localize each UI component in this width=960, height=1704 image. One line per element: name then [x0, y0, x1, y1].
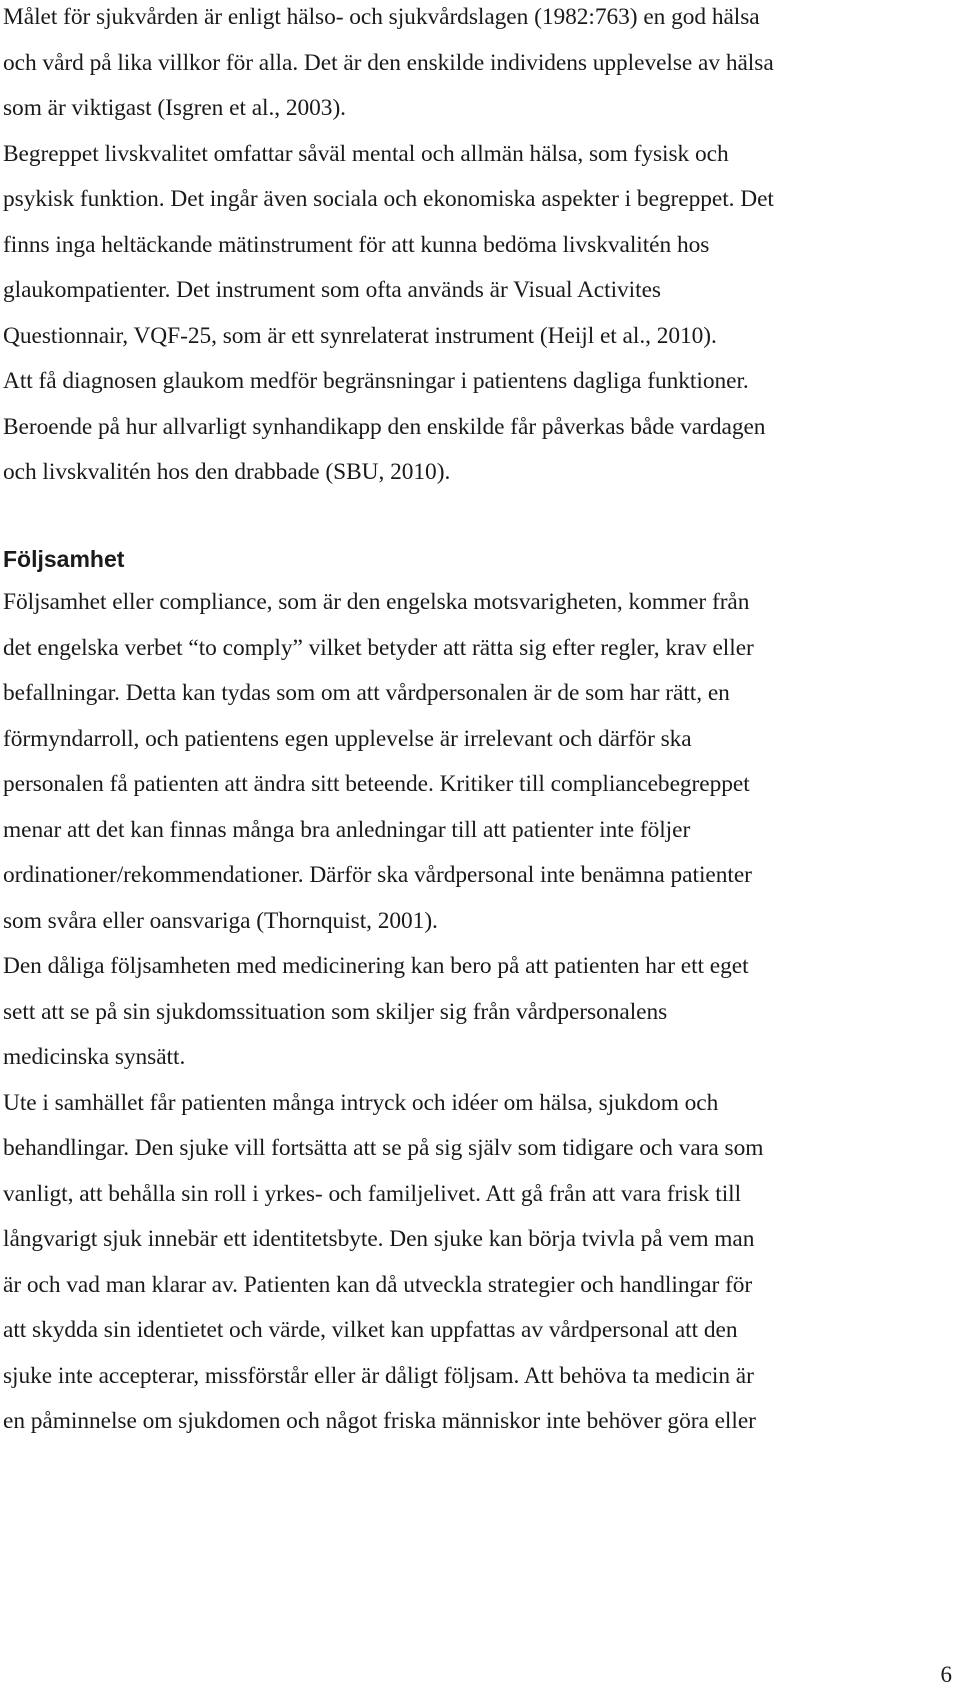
text-line: medicinska synsätt. — [3, 1044, 186, 1070]
text-line: är och vad man klarar av. Patienten kan då utveckla strategier och handlingar för — [3, 1271, 753, 1298]
section-heading: Följsamhet — [3, 546, 125, 572]
text-line: Beroende på hur allvarligt synhandikapp den enskilde får påverkas både vardagen — [3, 413, 766, 440]
text-line: Den dåliga följsamheten med medicinering kan bero på att patienten har ett eget — [3, 953, 749, 979]
text-line: behandlingar. Den sjuke vill fortsätta att se på sig själv som tidigare och vara som — [3, 1135, 764, 1161]
section-body — [3, 580, 763, 1445]
text-line: Följsamhet eller compliance, som är den engelska motsvarigheten, kommer från — [3, 589, 750, 615]
text-line: personalen få patienten att ändra sitt beteende. Kritiker till compliancebegreppet — [3, 771, 750, 797]
text-line: Målet för sjukvården är enligt hälso- och sjukvårdslagen (1982:763) en god hälsa — [3, 4, 760, 30]
text-line: långvarigt sjuk innebär ett identitetsbyte. Den sjuke kan börja tvivla på vem man — [3, 1226, 755, 1252]
text-line: vanligt, att behålla sin roll i yrkes- och familjelivet. Att gå från att vara frisk till — [3, 1180, 742, 1207]
text-line: Begreppet livskvalitet omfattar såväl mental och allmän hälsa, som fysisk och — [3, 140, 729, 167]
text-line: som svåra eller oansvariga (Thornquist, 2001). — [3, 907, 438, 934]
text-line: Questionnair, VQF-25, som är ett synrelaterat instrument (Heijl et al., 2010). — [3, 322, 717, 349]
text-line: och livskvalitén hos den drabbade (SBU, 2010). — [3, 459, 451, 485]
text-line: sett att se på sin sjukdomssituation som skiljer sig från vårdpersonalens — [3, 998, 668, 1025]
text-line: en påminnelse om sjukdomen och något friska människor inte behöver göra eller — [3, 1408, 756, 1434]
text-line: finns inga heltäckande mätinstrument för att kunna bedöma livskvalitén hos — [3, 231, 710, 258]
text-line: glaukompatienter. Det instrument som ofta används är Visual Activites — [3, 277, 661, 303]
text-line: förmyndarroll, och patientens egen upplevelse är irrelevant och därför ska — [3, 725, 692, 752]
text-line: psykisk funktion. Det ingår även sociala och ekonomiska aspekter i begreppet. Det — [3, 186, 774, 212]
text-line: det engelska verbet “to comply” vilket betyder att rätta sig efter regler, krav eller — [3, 634, 754, 661]
text-line: att skydda sin identietet och värde, vilket kan uppfattas av vårdpersonal att den — [3, 1317, 738, 1343]
text-line: menar att det kan finnas många bra anledningar till att patienter inte följer — [3, 816, 691, 843]
text-line: sjuke inte accepterar, missförstår eller är dåligt följsam. Att behöva ta medicin är — [3, 1362, 754, 1389]
text-line: ordinationer/rekommendationer. Därför ska vårdpersonal inte benämna patienter — [3, 862, 752, 888]
text-line: och vård på lika villkor för alla. Det är den enskilde individens upplevelse av hälsa — [3, 49, 774, 76]
intro-paragraphs — [3, 0, 774, 496]
text-line: Att få diagnosen glaukom medför begränsningar i patientens dagliga funktioner. — [3, 368, 749, 394]
text-line: Ute i samhället får patienten många intryck och idéer om hälsa, sjukdom och — [3, 1089, 719, 1116]
page-number: 6 — [940, 1662, 952, 1687]
text-line: befallningar. Detta kan tydas som om att vårdpersonalen är de som har rätt, en — [3, 680, 730, 706]
text-line: som är viktigast (Isgren et al., 2003). — [3, 95, 346, 121]
